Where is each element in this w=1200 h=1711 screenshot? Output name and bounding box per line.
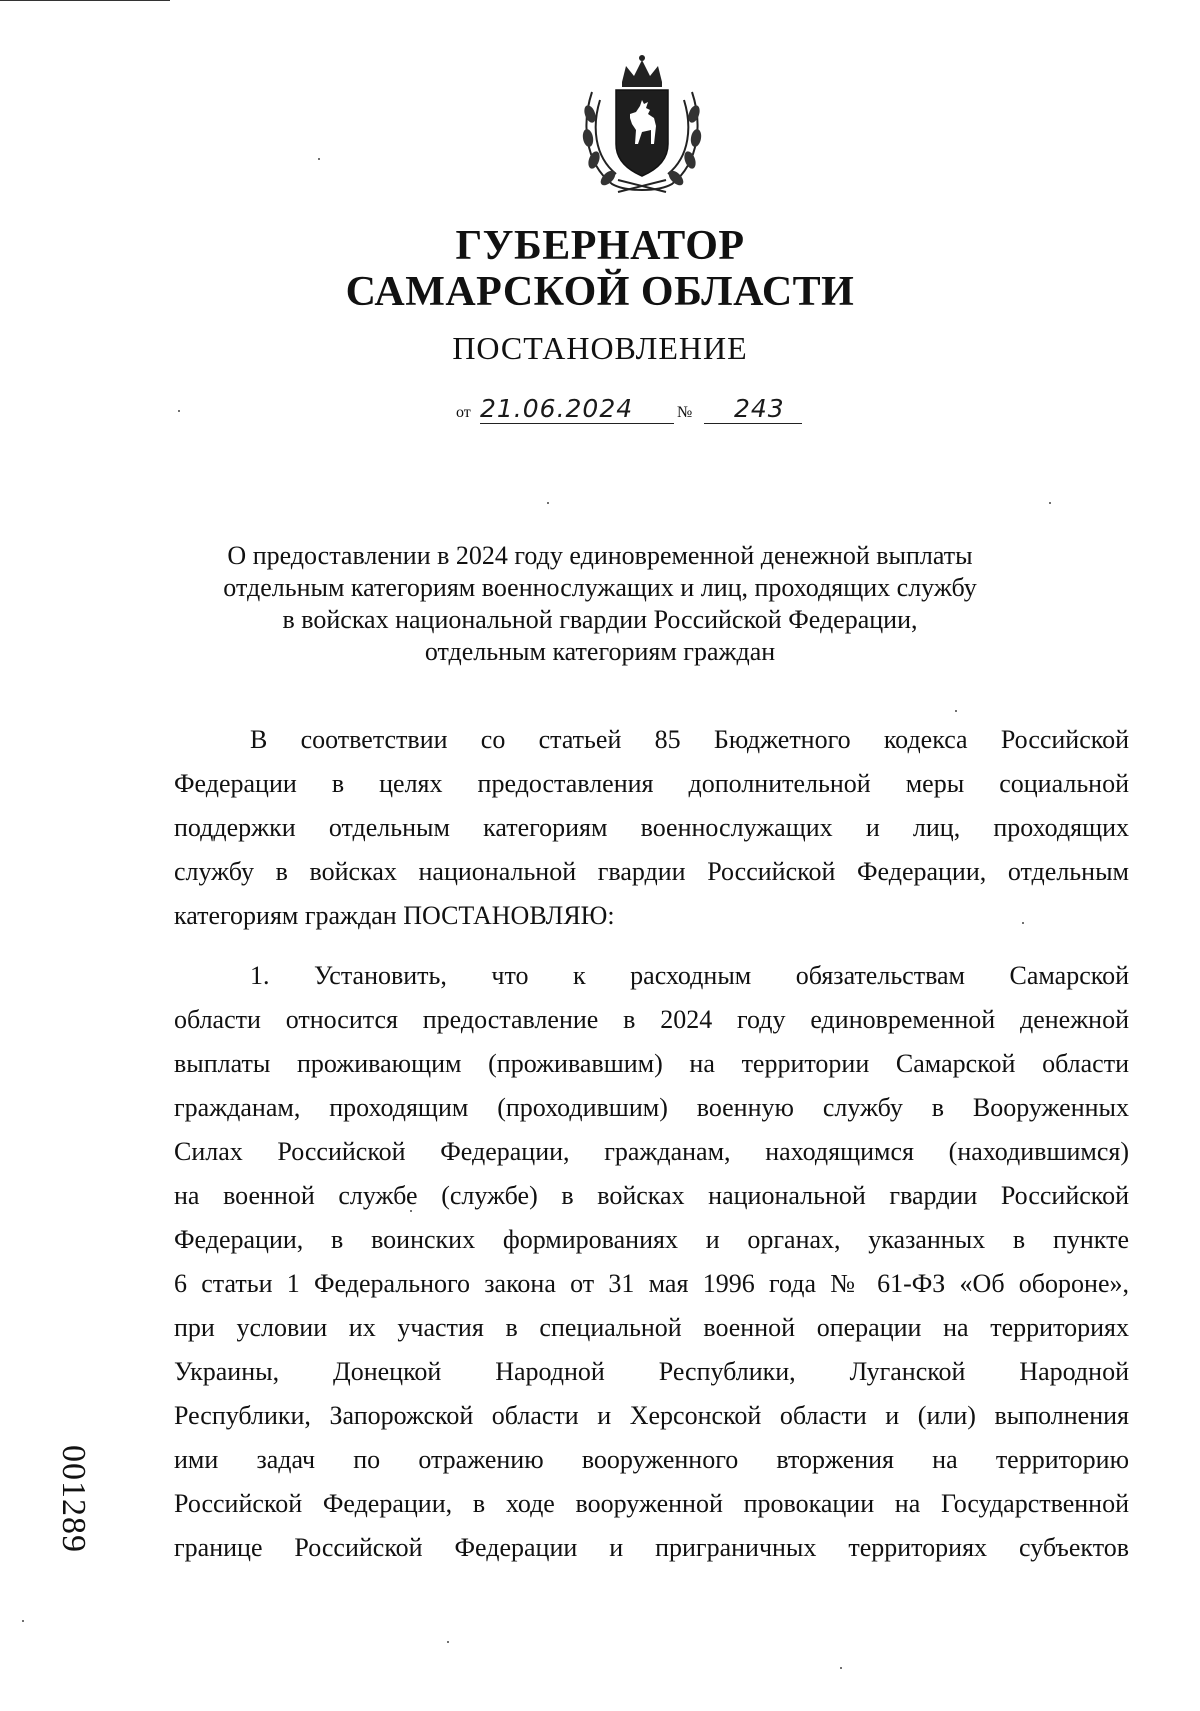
scan-edge-line [0,0,170,1]
scan-speck [955,710,957,712]
handwritten-date: 21.06.2024 [480,394,674,424]
text-line: на военной службе (службе) в войсках национальной гвардии Российской [174,1181,1129,1210]
scan-speck [447,1641,449,1643]
text-line: выплаты проживающим (проживавшим) на территории Самарской области [174,1049,1129,1078]
document-subject [200,540,1000,668]
scan-speck [840,1667,842,1669]
scan-speck [1049,502,1051,504]
margin-registration-number: 001289 [55,1445,92,1553]
text-line: области относится предоставление в 2024 году единовременной денежной [174,1005,1129,1034]
scan-speck [547,502,549,504]
scan-speck [318,158,320,160]
issuer-title-line2: САМАРСКОЙ ОБЛАСТИ [345,269,855,315]
date-label: от [456,404,471,421]
scan-speck [1022,922,1024,924]
text-line: Украины, Донецкой Народной Республики, Луганской Народной [174,1357,1129,1386]
text-line: Силах Российской Федерации, гражданам, находящимся (находившимся) [174,1137,1129,1166]
text-line: Федерации в целях предоставления дополнительной меры социальной [174,769,1129,798]
text-line: при условии их участия в специальной военной операции на территориях [174,1313,1129,1342]
text-line: Республики, Запорожской области и Херсонской области и (или) выполнения [174,1401,1129,1430]
samara-oblast-coat-of-arms-icon [578,52,706,197]
clause-1-paragraph [174,954,1129,1570]
scan-speck [22,1620,24,1622]
text-line: Федерации, в воинских формированиях и органах, указанных в пункте [174,1225,1129,1254]
text-line: 1. Установить, что к расходным обязательствам Самарской [250,961,1129,990]
number-label: № [677,404,693,421]
registration-line [456,392,856,426]
subject-line: отдельным категориям военнослужащих и лиц, проходящих службу [223,573,977,602]
text-line: границе Российской Федерации и приграничных территориях субъектов [174,1533,1129,1562]
text-line: Российской Федерации, в ходе вооруженной провокации на Государственной [174,1489,1129,1518]
issuer-title-line1: ГУБЕРНАТОР [455,223,745,269]
scan-speck [410,1210,412,1212]
text-line: поддержки отдельным категориям военнослужащих и лиц, проходящих [174,813,1129,842]
text-line: В соответствии со статьей 85 Бюджетного кодекса Российской [250,725,1129,754]
subject-line: в войсках национальной гвардии Российской Федерации, [282,605,918,634]
subject-line: отдельным категориям граждан [424,637,776,666]
text-line: категориям граждан ПОСТАНОВЛЯЮ: [174,901,615,930]
text-line: службу в войсках национальной гвардии Российской Федерации, отдельным [174,857,1129,886]
document-type: ПОСТАНОВЛЕНИЕ [452,330,748,366]
subject-line: О предоставлении в 2024 году единовременной денежной выплаты [227,541,973,570]
preamble-paragraph [174,718,1129,938]
text-line: гражданам, проходящим (проходившим) военную службу в Вооруженных [174,1093,1129,1122]
scan-speck [178,410,180,412]
text-line: 6 статьи 1 Федерального закона от 31 мая 1996 года № 61-ФЗ «Об обороне», [174,1269,1129,1298]
text-line: ими задач по отражению вооруженного вторжения на территорию [174,1445,1129,1474]
handwritten-number: 243 [704,394,802,424]
